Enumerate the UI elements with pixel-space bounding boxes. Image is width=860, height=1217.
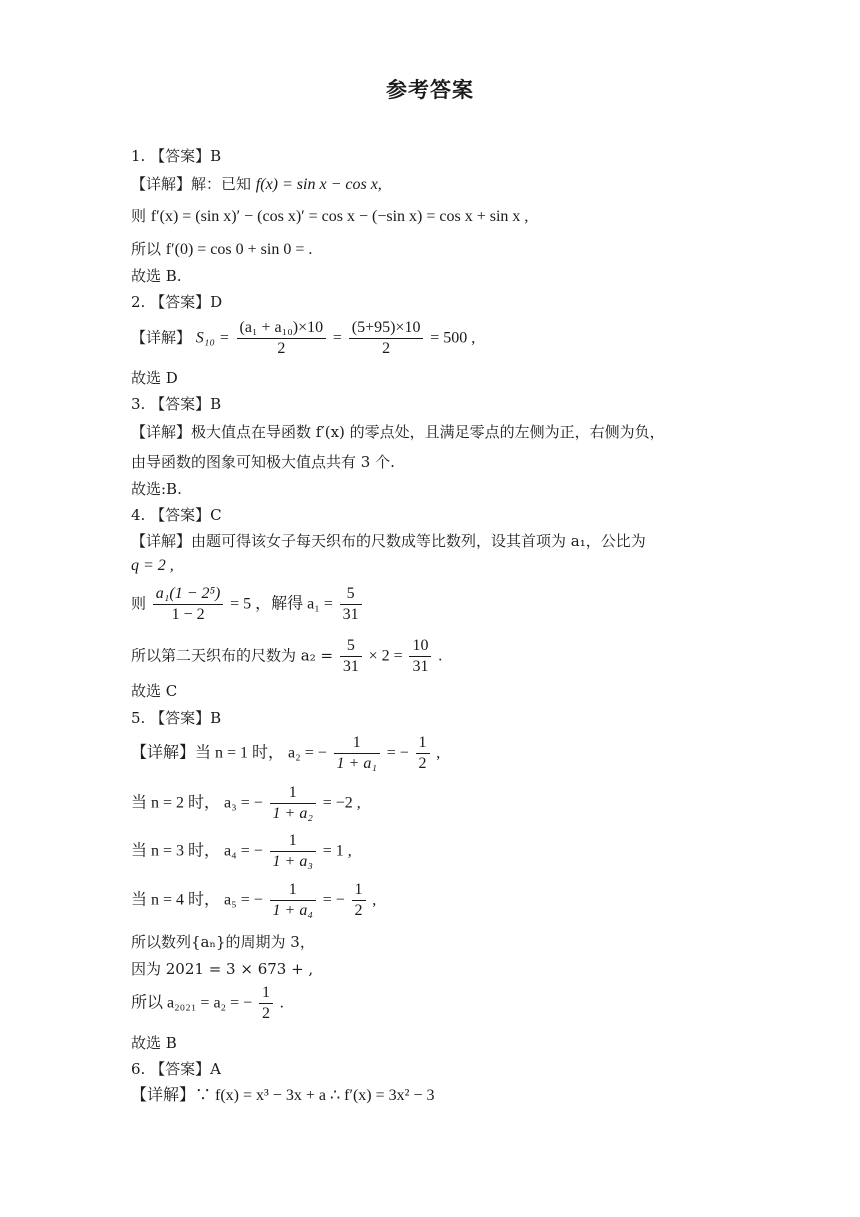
q1-function: f(x) = sin x − cos x,: [255, 176, 382, 193]
q5-step4-den: 1 + a₄: [272, 902, 313, 919]
q5-final-num: 1: [259, 983, 273, 1004]
q2-frac2-num: (5+95)×10: [349, 318, 424, 339]
q5-step1-res-num: 1: [416, 733, 430, 754]
q3-answer: 3. 【答案】B: [131, 395, 222, 413]
q1-conclusion: 故选 B.: [131, 267, 182, 285]
q1-derivative: f′(x) = (sin x)′ − (cos x)′ = cos x − (−sin x) = cos x + sin x ,: [150, 208, 529, 225]
q4-line4-fraction-2: [409, 636, 431, 677]
q4-line4-prefix: 所以第二天织布的尺数为 a₂ =: [131, 646, 334, 665]
q4-line4-fraction: [340, 636, 362, 677]
q4-a1-fraction: [340, 584, 362, 625]
q5-step3-num: 1: [270, 831, 316, 852]
q4-line4-frac-den: 31: [342, 658, 359, 675]
q5-step4-result: [352, 880, 366, 921]
q1-answer: 1. 【答案】B: [131, 147, 222, 165]
q5-step3-fraction: [270, 831, 316, 872]
q6-detail: 【详解】∵ f(x) = x³ − 3x + a ∴ f′(x) = 3x² − 3: [131, 1087, 435, 1104]
q5-step4-prefix: 当 n = 4 时， a₅ = −: [131, 891, 263, 909]
q5-step3-prefix: 当 n = 3 时， a₄ = −: [131, 842, 263, 860]
q5-step4-mid: = −: [322, 891, 345, 909]
q5-step-4: [131, 880, 376, 921]
q5-step4-fraction: [270, 880, 316, 921]
q2-frac1-num: (a₁ + a₁₀)×10: [237, 318, 327, 339]
q3-conclusion: 故选:B.: [131, 480, 182, 498]
q1-deriv-prefix: 则: [131, 207, 147, 225]
q4-detail-line2: [131, 554, 174, 577]
q5-step1-fraction: [334, 733, 380, 774]
q4-equation-line: [131, 584, 364, 625]
q5-final-end: .: [279, 994, 284, 1012]
q4-ratio: q = 2 ,: [131, 557, 174, 574]
q2-frac1-den: 2: [277, 340, 286, 357]
q5-step4-res-den: 2: [354, 902, 363, 919]
q1-derivative-line: [131, 205, 528, 228]
q2-result: = 500 ,: [430, 329, 476, 347]
q4-line4-frac2-den: 31: [412, 658, 429, 675]
q2-detail-label: 【详解】: [131, 328, 192, 347]
q5-step4-num: 1: [270, 880, 316, 901]
q4-second-day-line: [131, 636, 442, 677]
q4-detail-line1: 【详解】由题可得该女子每天织布的尺数成等比数列，设其首项为 a₁，公比为: [131, 532, 646, 550]
q4-sum-fraction: [153, 584, 224, 625]
q4-conclusion: 故选 C: [131, 682, 178, 700]
q5-step1-num: 1: [334, 733, 380, 754]
q2-fraction-2: [349, 318, 424, 359]
q5-step2-den: 1 + a₂: [272, 805, 313, 822]
q5-step4-end: ,: [372, 891, 377, 909]
q5-step1-result: [416, 733, 430, 774]
q2-detail: 【详解】 S₁₀ = $\frac{\text{(a₁ + a₁₀)×10}}{2}$ = $\frac{(5+95)\times 10}{2}$ = 500 ,: [131, 319, 476, 357]
q4-line3-mid: = 5 ，解得 a₁ =: [230, 595, 333, 613]
q4-frac-num: a₁(1 − 2⁵): [153, 584, 224, 605]
q3-detail-line2: 由导函数的图象可知极大值点共有 3 个.: [131, 453, 395, 471]
q4-line4-end: .: [438, 647, 443, 665]
q4-line4-frac2-num: 10: [409, 636, 431, 657]
q5-step-1: [131, 733, 440, 774]
q1-f0-line: [131, 238, 312, 261]
q5-step2-fraction: [270, 783, 316, 824]
q5-step-2: [131, 783, 361, 824]
q2-answer: 2. 【答案】D: [131, 293, 223, 311]
q5-step1-end: ,: [436, 744, 441, 762]
q4-frac2-den: 31: [342, 606, 359, 623]
q2-frac2-den: 2: [382, 340, 391, 357]
q5-step2-end: = −2 ,: [322, 794, 361, 812]
q5-step1-prefix: 【详解】当 n = 1 时， a₂ = −: [131, 744, 327, 762]
q5-step2-prefix: 当 n = 2 时， a₃ = −: [131, 794, 263, 812]
q5-step2-num: 1: [270, 783, 316, 804]
q5-step1-res-den: 2: [418, 755, 427, 772]
q2-fraction-1: [237, 318, 327, 359]
q1-detail: [131, 173, 382, 196]
q2-lhs: S₁₀ =: [195, 329, 230, 347]
page-title: 参考答案: [386, 78, 474, 102]
q4-line4-mid: × 2 =: [368, 647, 403, 665]
q5-final-prefix: 所以 a₂₀₂₁ = a₂ = −: [131, 994, 253, 1012]
q5-step1-den: 1 + a₁: [336, 755, 377, 772]
q5-step4-res-num: 1: [352, 880, 366, 901]
q5-final-fraction: [259, 983, 273, 1024]
q5-answer: 5. 【答案】B: [131, 709, 222, 727]
q3-detail-line1: 【详解】极大值点在导函数 f′(x) 的零点处，且满足零点的左侧为正，右侧为负，: [131, 423, 665, 441]
q5-step1-mid: = −: [386, 744, 409, 762]
q5-final: [131, 983, 284, 1024]
q4-line4-frac-num: 5: [340, 636, 362, 657]
q5-step3-end: = 1 ,: [322, 842, 352, 860]
q5-period: 所以数列{aₙ}的周期为 3，: [131, 933, 315, 951]
q4-line3-prefix: 则: [131, 594, 147, 613]
q4-frac-den: 1 − 2: [171, 606, 205, 623]
q1-f0: f′(0) = cos 0 + sin 0 = .: [165, 241, 313, 258]
q5-step-3: [131, 831, 352, 872]
q4-answer: 4. 【答案】C: [131, 506, 222, 524]
q5-conclusion: 故选 B: [131, 1034, 177, 1052]
q4-frac2-num: 5: [340, 584, 362, 605]
q5-because: 因为 2021 = 3 × 673 + ,: [131, 960, 314, 978]
q1-f0-prefix: 所以: [131, 240, 162, 258]
q6-answer: 6. 【答案】A: [131, 1060, 221, 1078]
q2-conclusion: 故选 D: [131, 369, 178, 387]
q5-final-den: 2: [261, 1005, 270, 1022]
q1-detail-label: 【详解】解：已知: [131, 175, 252, 193]
q5-step3-den: 1 + a₃: [272, 853, 313, 870]
